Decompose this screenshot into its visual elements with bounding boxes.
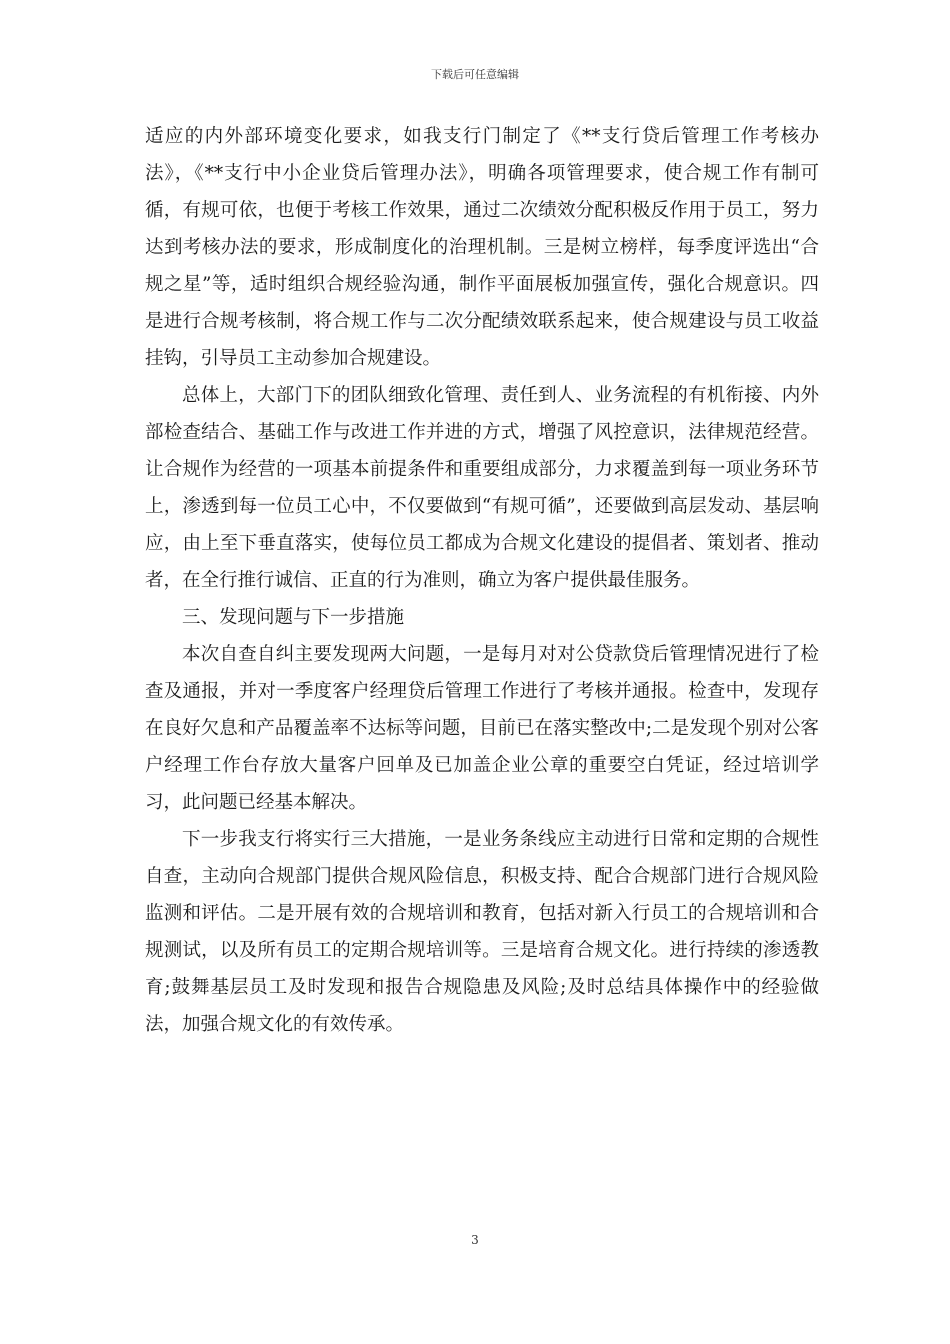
page-number: 3: [471, 1233, 479, 1247]
page-header: 下载后可任意编辑: [431, 68, 519, 81]
paragraph-next-steps: 下一步我支行将实行三大措施，一是业务条线应主动进行日常和定期的合规性自查，主动向合规部门提供合规风险信息，积极支持、配合合规部门进行合规风险监测和评估。二是开展有效的合规培训和教育，包括对新入行员工的合规培训和合规测试，以及所有员工的定期合规培训等。三是培育合规文化。进行持续的渗透教育;鼓舞基层员工及时发现和报告合规隐患及风险;及时总结具体操作中的经验做法，加强合规文化的有效传承。: [145, 829, 819, 1035]
paragraph-issues: 本次自查自纠主要发现两大问题，一是每月对对公贷款贷后管理情况进行了检查及通报，并对一季度客户经理贷后管理工作进行了考核并通报。检查中，发现存在良好欠息和产品覆盖率不达标等问题，目前已在落实整改中;二是发现个别对公客户经理工作台存放大量客户回单及已加盖企业公章的重要空白凭证，经过培训学习，此问题已经基本解决。: [145, 644, 819, 813]
paragraph-summary: 总体上，大部门下的团队细致化管理、责任到人、业务流程的有机衔接、内外部检查结合、基础工作与改进工作并进的方式，增强了风控意识，法律规范经营。让合规作为经营的一项基本前提条件和重要组成部分，力求覆盖到每一项业务环节上，渗透到每一位员工心中，不仅要做到“有规可循”，还要做到高层发动、基层响应，由上至下垂直落实，使每位员工都成为合规文化建设的提倡者、策划者、推动者，在全行推行诚信、正直的行为准则，确立为客户提供最佳服务。: [145, 385, 819, 591]
section-heading: 三、发现问题与下一步措施: [182, 607, 405, 628]
document-body: [145, 118, 819, 1043]
paragraph-continued: 适应的内外部环境变化要求，如我支行门制定了《**支行贷后管理工作考核办法》，《**支行中小企业贷后管理办法》，明确各项管理要求，使合规工作有制可循，有规可依，也便于考核工作效果，通过二次绩效分配积极反作用于员工，努力达到考核办法的要求，形成制度化的治理机制。三是树立榜样，每季度评选出“合规之星”等，适时组织合规经验沟通，制作平面展板加强宣传，强化合规意识。四是进行合规考核制，将合规工作与二次分配绩效联系起来，使合规建设与员工收益挂钩，引导员工主动参加合规建设。: [145, 126, 819, 369]
